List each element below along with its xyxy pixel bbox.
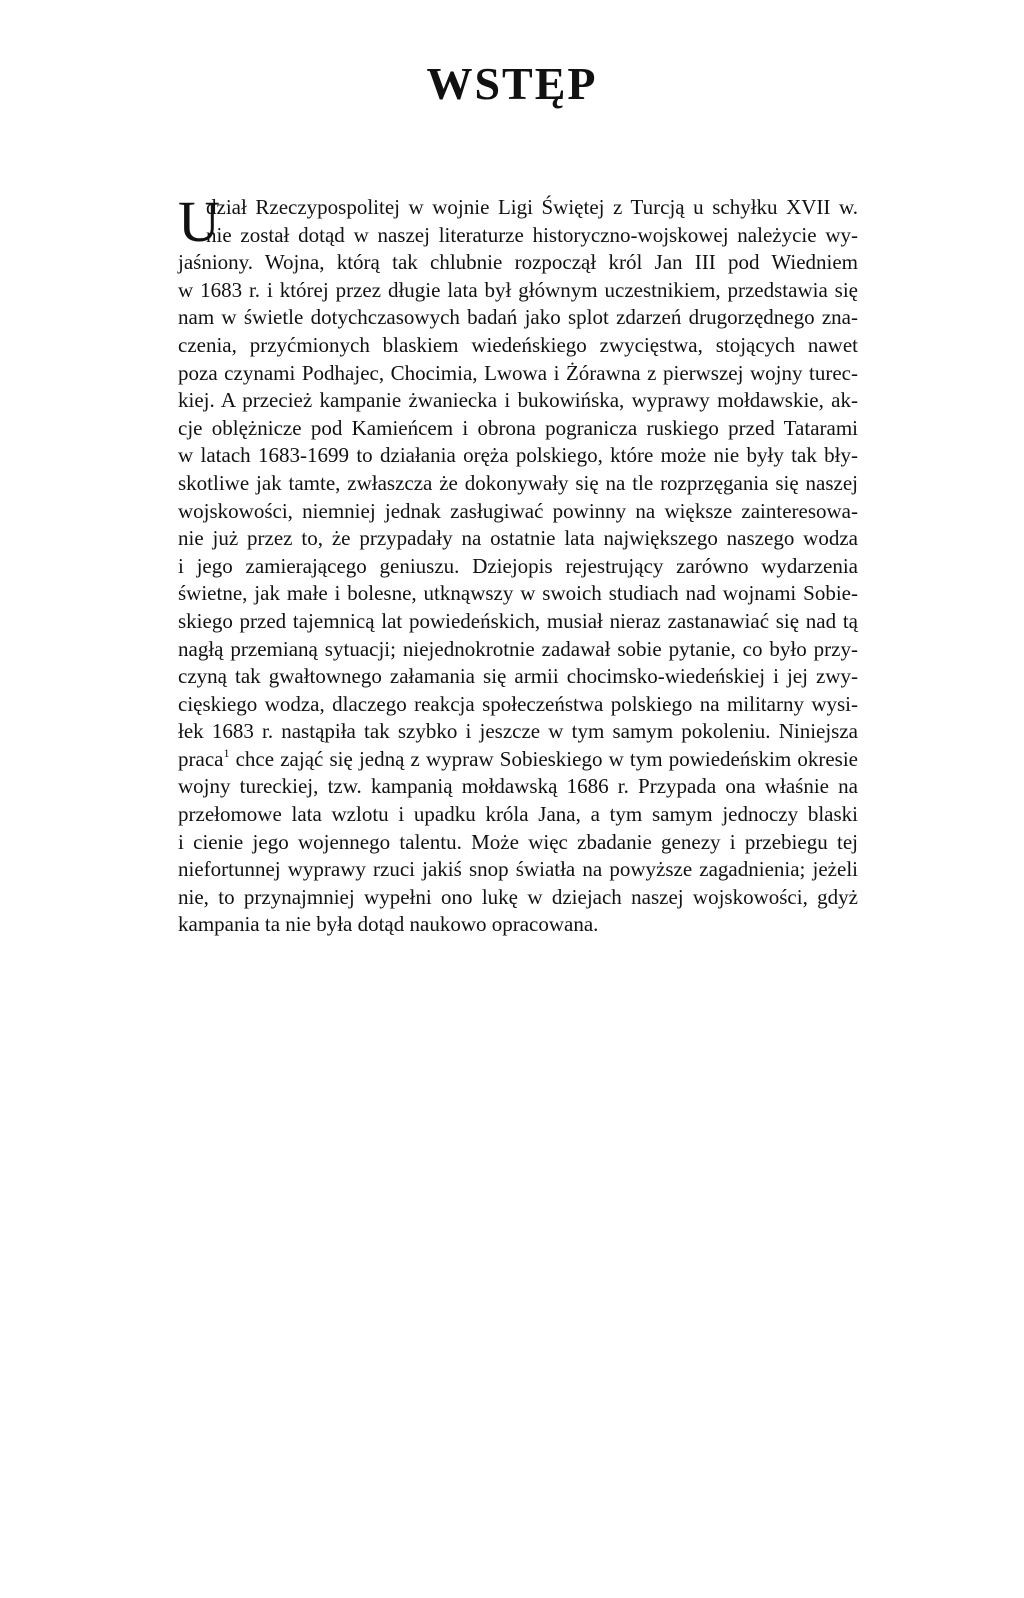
text-line-12: wojskowości, niemniej jednak zasługiwać powinny na większe zainteresowa- [178,498,858,523]
text-line-13: nie już przez to, że przypadały na ostatnie lata największego naszego wodza [178,526,858,551]
text-line-10: w latach 1683-1699 to działania oręża polskiego, które może nie były tak bły- [178,443,858,468]
text-line-20: łek 1683 r. nastąpiła tak szybko i jeszcze w tym samym pokoleniu. Niniejsza [178,719,858,744]
text-line-22: wojny tureckiej, tzw. kampanią mołdawską 1686 r. Przypada ona właśnie na [178,774,858,799]
page-title: WSTĘP [426,58,598,109]
text-line-4: w 1683 r. i której przez długie lata był głównym uczestnikiem, przedstawia się [178,277,858,302]
drop-cap: U [178,189,220,254]
text-line-26: nie, to przynajmniej wypełni ono lukę w dziejach naszej wojskowości, gdyż [178,884,858,909]
introduction-text [178,189,858,939]
text-line-11: skotliwe jak tamte, zwłaszcza że dokonywały się na tle rozprzęgania się naszej [178,470,858,495]
text-line-19: cięskiego wodza, dlaczego reakcja społeczeństwa polskiego na militarny wysi- [178,691,858,716]
footnote-reference[interactable]: 1 [223,745,230,760]
text-line-14: i jego zamierającego geniuszu. Dziejopis rejestrujący zarówno wydarzenia [178,553,858,578]
text-line-16: skiego przed tajemnicą lat powiedeńskich, musiał nieraz zastanawiać się nad tą [178,608,858,633]
text-line-23: przełomowe lata wzlotu i upadku króla Jana, a tym samym jednoczy blaski [178,802,858,827]
text-line-27: kampania ta nie była dotąd naukowo opracowana. [178,912,599,937]
text-line-25: niefortunnej wyprawy rzuci jakiś snop światła na powyższe zagadnienia; jeżeli [178,857,858,882]
text-line-18: czyną tak gwałtownego załamania się armii chocimsko-wiedeńskiej i jej zwy- [178,664,858,689]
text-line-15: świetne, jak małe i bolesne, utknąwszy w swoich studiach nad wojnami Sobie- [178,581,858,606]
text-line-1-content: dział Rzeczypospolitej w wojnie Ligi Świętej z Turcją u schyłku XVII w. [206,195,858,219]
text-line-24: i cienie jego wojennego talentu. Może więc zbadanie genezy i przebiegu tej [178,829,858,854]
text-line-5: nam w świetle dotychczasowych badań jako splot zdarzeń drugorzędnego zna- [178,305,858,330]
text-line-7: poza czynami Podhajec, Chocimia, Lwowa i Żórawna z pierwszej wojny turec- [178,360,858,385]
text-line-21-lead: praca [178,746,224,771]
text-line-21-rest: chce zająć się jedną z wypraw Sobieskiego w tym powiedeńskim okresie [235,746,858,771]
text-line-17: nagłą przemianą sytuacji; niejednokrotnie zadawał sobie pytanie, co było przy- [178,636,858,661]
text-line-2-content: nie został dotąd w naszej literaturze historyczno-wojskowej należycie wy- [206,222,858,247]
text-line-8: kiej. A przecież kampanie żwaniecka i bukowińska, wyprawy mołdawskie, ak- [178,388,858,413]
text-line-21 [178,746,858,774]
text-line-9: cje oblężnicze pod Kamieńcem i obrona pogranicza ruskiego przed Tatarami [178,415,858,440]
text-line-6: czenia, przyćmionych blaskiem wiedeńskiego zwycięstwa, stojących nawet [178,332,858,357]
text-line-2 [178,222,858,250]
text-line-3: jaśniony. Wojna, którą tak chlubnie rozpoczął król Jan III pod Wiedniem [178,250,858,275]
